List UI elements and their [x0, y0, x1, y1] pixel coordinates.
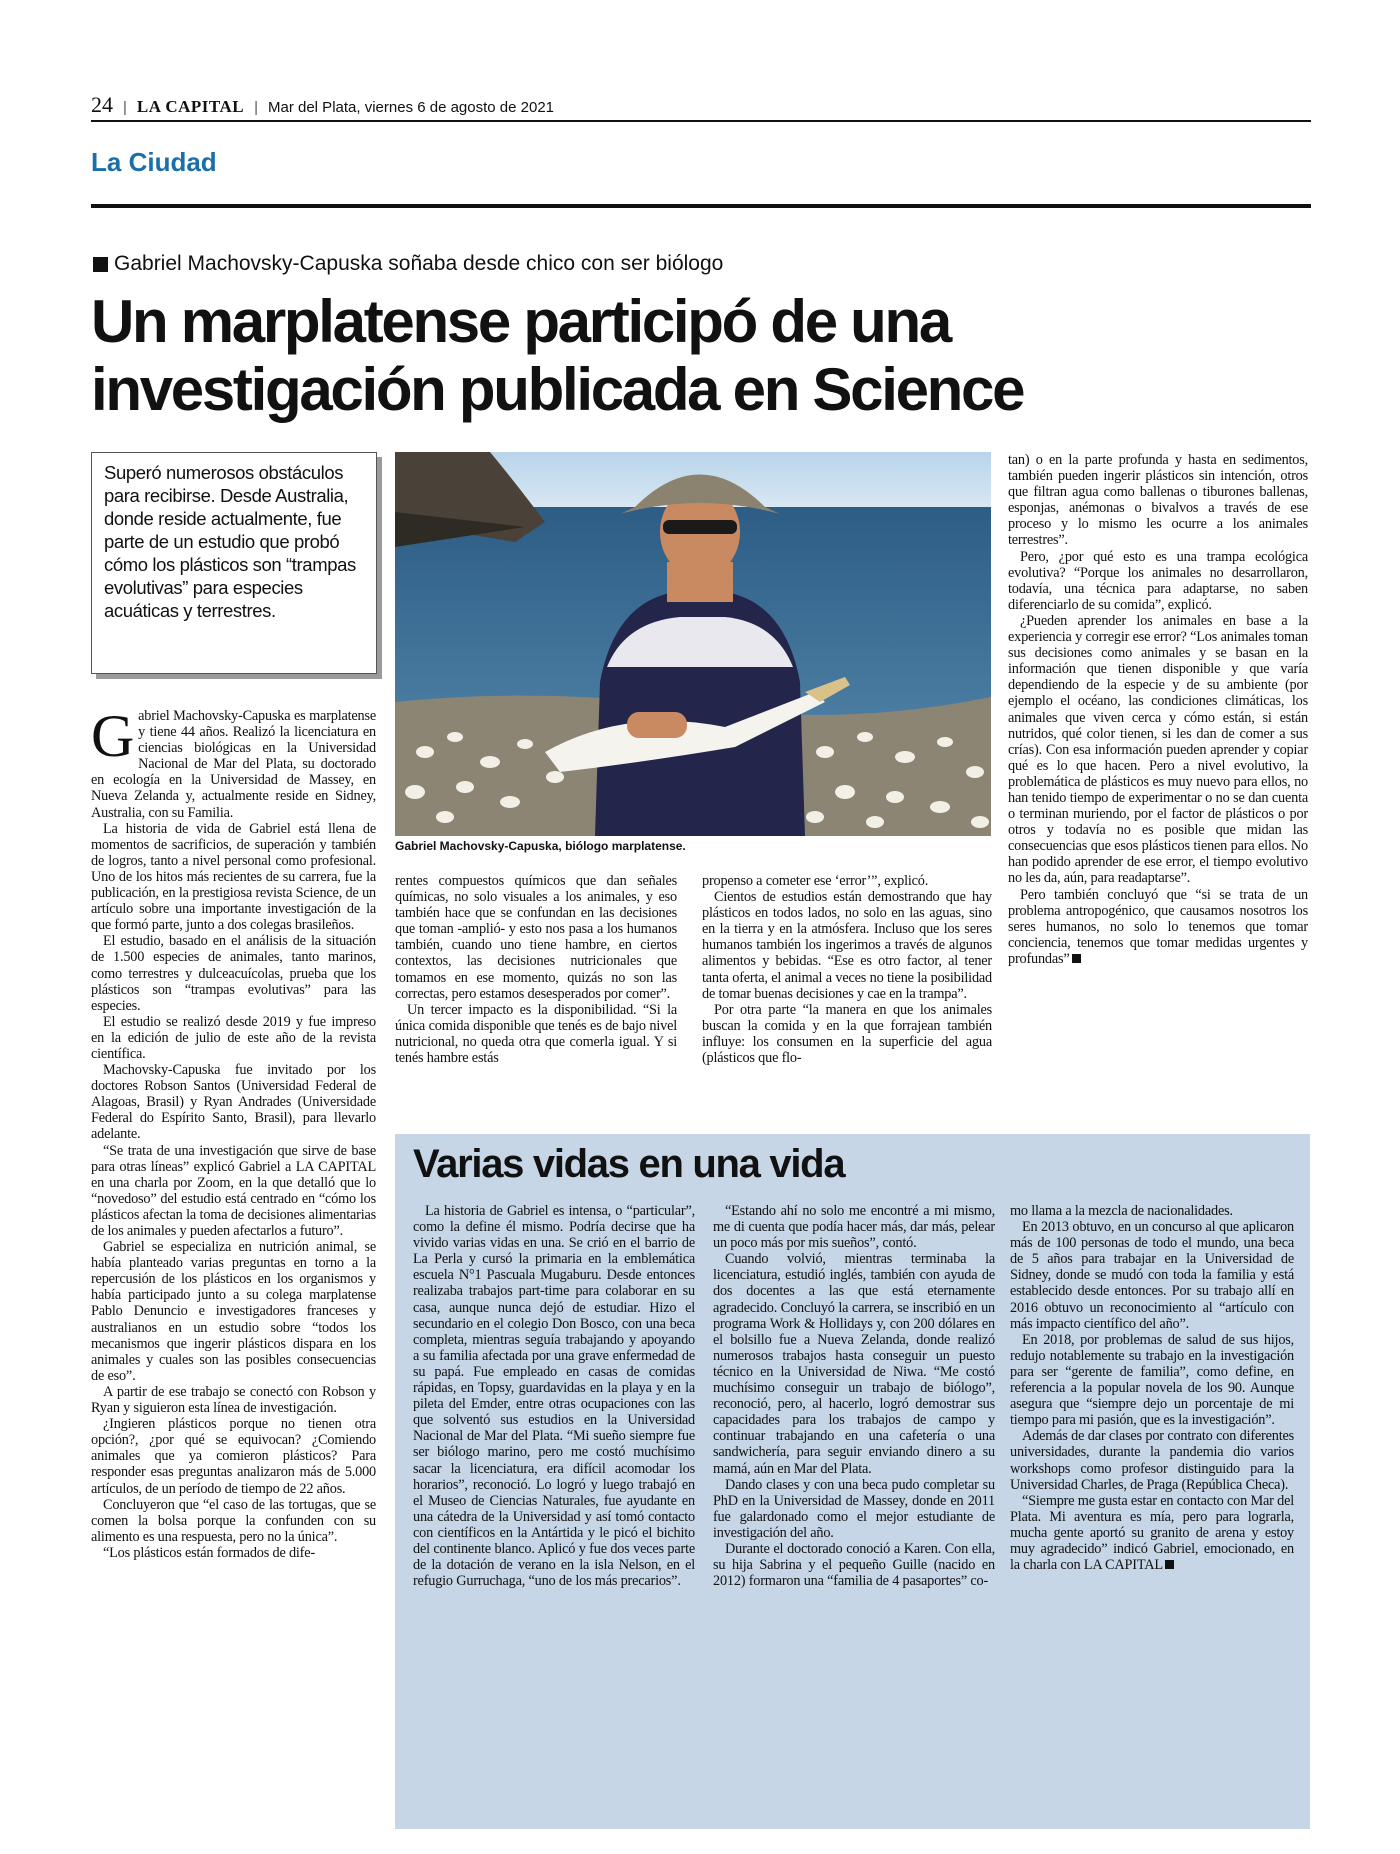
article-photo: [395, 452, 991, 836]
article-paragraph: propenso a cometer ese ‘error’”, explicó.: [702, 873, 929, 889]
sidebar-paragraph: En 2013 obtuvo, en un concurso al que aplicaron más de 100 personas de todo el mundo, una beca de 5 años para trabajar en la Universidad de Sidney, donde se mudó con toda la familia y está establecido desde entonces. Por su trabajo allí en 2016 obtuvo un reconocimiento al “artículo con más impacto científico del año”.: [1010, 1219, 1294, 1332]
sidebar-paragraph: La historia de Gabriel es intensa, o “particular”, como la define él mismo. Podría decirse que ha vivido varias vidas en una. Se crió en el barrio de La Perla y cursó la primaria en la emblemática escuela N°1 Pascuala Mugaburu. Desde entonces realizaba trabajos part-time para colaborar en su casa, aunque nunca dejó de estudiar. Hizo el secundario en el colegio Don Bosco, con una beca completa, mientras seguía trabajando y apoyando a su familia afectada por una grave enfermedad de su papá. Fue empleado en casas de comidas rápidas, en Topsy, guardavidas en la playa y en la pileta del Emder, entre otras ocupaciones con las que solventó sus estudios en la Universidad Nacional de Mar del Plata. “Mi sueño siempre fue ser biólogo marino, pero me costó muchísimo sacar la licenciatura, era difícil acomodar los horarios”, reconoció. Lo logró y luego trabajó en el Museo de Ciencias Naturales, fue ayudante en una cátedra de la Universidad y así tomó contacto con científicos en la Antártida y le picó el bichito del continente blanco. Aplicó y fue dos veces parte de la dotación de verano en la isla Nelson, en el refugio Gurruchaga, “uno de los más precarios”.: [413, 1203, 695, 1590]
article-paragraph: Pero también concluyó que “si se trata de un problema antropogénico, que causamos nosotros los seres humanos, no solo lo tenemos que tomar conciencia, tenemos que tomar medidas urgentes y profundas”: [1008, 886, 1308, 967]
header-separator: |: [254, 99, 258, 116]
dropcap: G: [91, 703, 135, 769]
sidebar-column-2: [713, 1203, 995, 1589]
article-paragraph: La historia de vida de Gabriel está llena de momentos de sacrificios, de superación y también de logros, tanto a nivel personal como profesional. Uno de los hitos más recientes de su carrera, fue la publicación, en la prestigiosa revista Science, de un artículo sobre una importante investigación de la que formó parte, junto a dos colegas brasileños.: [91, 820, 376, 934]
article-column-3: [702, 873, 992, 1066]
sidebar-title: Varias vidas en una vida: [413, 1142, 845, 1186]
article-paragraph: tan) o en la parte profunda y hasta en sedimentos, también pueden ingerir plásticos sin intención, otros que filtran agua como ballenas o tiburones ballenas, esponjas, anémonas o bivalvos a través de ese proceso y lo mismo les ocurre a los animales terrestres”.: [1008, 452, 1308, 549]
article-paragraph: A partir de ese trabajo se conectó con Robson y Ryan y siguieron esta línea de investigación.: [91, 1383, 376, 1417]
article-paragraph: “Se trata de una investigación que sirve de base para otras líneas” explicó Gabriel a LA CAPITAL en una charla por Zoom, en la que detalló que lo “novedoso” del estudio está centrado en “cómo los plásticos afectan la toma de decisiones alimentarias de los animales y pueden afectarlos a futuro”.: [91, 1142, 376, 1239]
article-paragraph: Concluyeron que “el caso de las tortugas, que se comen la bolsa porque la confunden con su alimento es una respuesta, pero no la única”.: [91, 1496, 376, 1545]
article-column-4: [1008, 452, 1308, 967]
article-column-1: [91, 703, 376, 1561]
article-paragraph: Gabriel Machovsky-Capuska es marplatense y tiene 44 años. Realizó la licenciatura en ciencias biológicas en la Universidad Nacional de Mar del Plata, su doctorado en ecología en la Universidad de Massey, en Nueva Zelanda y, actualmente reside en Sidney, Australia, con su Familia.: [91, 703, 376, 821]
article-column-2: [395, 873, 677, 1066]
article-paragraph: ¿Pueden aprender los animales en base a la experiencia y corregir ese error? “Los animales toman sus decisiones como animales y se basan en la información que tienen disponible y que varía dependiendo de la especie y de su ambiente (por ejemplo el océano, las condiciones climáticas, los animales que viven cerca y cómo están, si están nutridos, qué color tienen, si les dan de comer a sus crías). Con esa información pueden aprender y copiar qué es lo que hacen. Pero a nivel evolutivo, la problemática de plásticos es muy nuevo para ellos, no han tenido tiempo de experimentar o no se dan cuenta o terminan muriendo, por el factor de plásticos o por otros y todavía no es posible que midan las consecuencias que esos plásticos tienen para ellos. No han podido aprender de ese error, el tiempo evolutivo no les da, aún, para readaptarse”.: [1008, 612, 1308, 887]
sidebar-paragraph: Durante el doctorado conoció a Karen. Con ella, su hija Sabrina y el pequeño Guille (nacido en 2012) formaron una “familia de 4 pasaportes” co-: [713, 1540, 995, 1590]
sidebar-column-3: [1010, 1203, 1294, 1573]
page-number: 24: [91, 92, 113, 117]
sidebar-paragraph: Cuando volvió, mientras terminaba la licenciatura, estudió inglés, también con ayuda de dos docentes a las que está eternamente agradecido. Concluyó la carrera, se inscribió en un programa Work & Hollidays y, con 200 dólares en el bolsillo fue a Nueva Zelanda, donde realizó numerosos trabajos hasta conseguir un puesto técnico en la Universidad de Niwa. “Me costó muchísimo conseguir un trabajo de biólogo”, reconoció, pero, al hacerlo, logró demostrar sus capacidades para los trabajos de campo y continuar trabajando en una cafetería o una sandwichería, para seguir enviando dinero a su mamá, aún en Mar del Plata.: [713, 1251, 995, 1477]
kicker-text: Gabriel Machovsky-Capuska soñaba desde chico con ser biólogo: [114, 252, 724, 275]
article-paragraph: Gabriel se especializa en nutrición animal, se había planteado varias preguntas en torno a la repercusión de los plásticos en los organismos y había participado junto a su colega marplatense Pablo Denuncio e investigadores franceses y australianos en un estudio sobre “todos los mecanismos que ingerir plásticos dispara en los animales y cuales son las posibles consecuencias de eso”.: [91, 1239, 376, 1384]
page-header: [91, 92, 1311, 118]
article-paragraph: Pero, ¿por qué esto es una trampa ecológica evolutiva? “Porque los animales no desarrollaron, todavía, una técnica para adaptarse, no saben diferenciarlo de su comida”, explicó.: [1008, 548, 1308, 613]
header-separator: |: [123, 99, 127, 116]
article-paragraph: Un tercer impacto es la disponibilidad. “Si la única comida disponible que tenés es de bajo nivel nutricional, no queda otra que comerla igual. Y si tenés hambre estás: [395, 1001, 677, 1067]
section-title: La Ciudad: [91, 147, 217, 177]
photo-caption: Gabriel Machovsky-Capuska, biólogo marplatense.: [395, 839, 686, 853]
square-bullet-icon: [93, 257, 108, 272]
headline: Un marplatense participó de una investigación publicada en Science: [91, 288, 1024, 423]
end-mark-icon: [1165, 1560, 1174, 1569]
kicker: [93, 252, 723, 276]
article-paragraph: “Los plásticos están formados de dife-: [103, 1544, 315, 1561]
deck-box: Superó numerosos obstáculos para recibirse. Desde Australia, donde reside actualmente, fue parte de un estudio que probó cómo los plásticos son “trampas evolutivas” para especies acuáticas y terrestres.: [91, 452, 377, 674]
article-paragraph: Por otra parte “la manera en que los animales buscan la comida y en la que forrajean también influye: los consumen en la superficie del agua (plásticos que flo-: [702, 1001, 992, 1067]
article-paragraph: El estudio se realizó desde 2019 y fue impreso en la edición de julio de este año de la revista científica.: [91, 1013, 376, 1062]
dateline: Mar del Plata, viernes 6 de agosto de 2021: [268, 99, 555, 116]
sidebar-paragraph: “Estando ahí no solo me encontré a mi mismo, me di cuenta que podía hacer más, dar más, pelear un poco más por mis sueños”, contó.: [713, 1203, 995, 1252]
sidebar-paragraph: Además de dar clases por contrato con diferentes universidades, durante la pandemia dio varios workshops como profesor distinguido para la Universidad Charles, de Praga (República Checa).: [1010, 1428, 1294, 1493]
sidebar-column-1: [413, 1203, 695, 1589]
newspaper-brand: LA CAPITAL: [136, 97, 245, 116]
article-paragraph: ¿Ingieren plásticos porque no tienen otra opción?, ¿por qué se equivocan? ¿Comiendo animales que ya comieron plásticos? Para responder esas preguntas analizaron más de 5.000 artículos, de un período de tiempo de 22 años.: [91, 1416, 376, 1497]
article-paragraph: El estudio, basado en el análisis de la situación de 1.500 especies de animales, tanto marinos, como terrestres y dulceacuícolas, prueba que los plásticos son “trampas evolutivas” para las especies.: [91, 933, 376, 1014]
sidebar-paragraph: Dando clases y con una beca pudo completar su PhD en la Universidad de Massey, donde en 2011 fue galardonado como el mejor estudiante de investigación del año.: [713, 1476, 995, 1541]
sidebar-paragraph: “Siempre me gusta estar en contacto con Mar del Plata. Mi aventura es mía, pero para lograrla, mucha gente aportó su granito de arena y estoy muy agradecido” indicó Gabriel, emocionado, en la charla con LA CAPITAL: [1010, 1492, 1294, 1574]
header-rule: [91, 120, 1311, 122]
photo-biologist-with-gannet: [395, 452, 991, 836]
article-paragraph: Machovsky-Capuska fue invitado por los doctores Robson Santos (Universidad Federal de Alagoas, Brasil) y Ryan Andrades (Universidade Federal do Espírito Santo, Brasil), para llevarlo adelante.: [91, 1062, 376, 1143]
section-rule: [91, 204, 1311, 208]
sidebar-paragraph: En 2018, por problemas de salud de sus hijos, redujo notablemente su trabajo en la investigación para ser “gerente de familia”, como define, en referencia a la popular novela de los 90. Aunque asegura que “siempre dejo un porcentaje de mi tiempo para mi pasión, que es la investigación”.: [1010, 1331, 1294, 1429]
article-paragraph: rentes compuestos químicos que dan señales químicas, no solo visuales a los animales, y eso también hace que se confundan en las decisiones que toman -amplió- y esto nos pasa a los humanos también, cuando uno tiene hambre, en ciertos contextos, las decisiones nutricionales que tomamos en ese momento, quizás no son las correctas, pero estamos desesperados por comer”.: [395, 873, 677, 1002]
sidebar-paragraph: mo llama a la mezcla de nacionalidades.: [1010, 1203, 1233, 1219]
end-mark-icon: [1072, 954, 1081, 963]
article-paragraph: Cientos de estudios están demostrando que hay plásticos en todos lados, no solo en las aguas, sino en la tierra y en la atmósfera. Incluso que los seres humanos también los ingerimos a través de algunos alimentos y bebidas. “Ese es otro factor, al tener tanta oferta, el animal a veces no tiene la posibilidad de tomar buenas decisiones y cae en la trampa”.: [702, 889, 992, 1002]
